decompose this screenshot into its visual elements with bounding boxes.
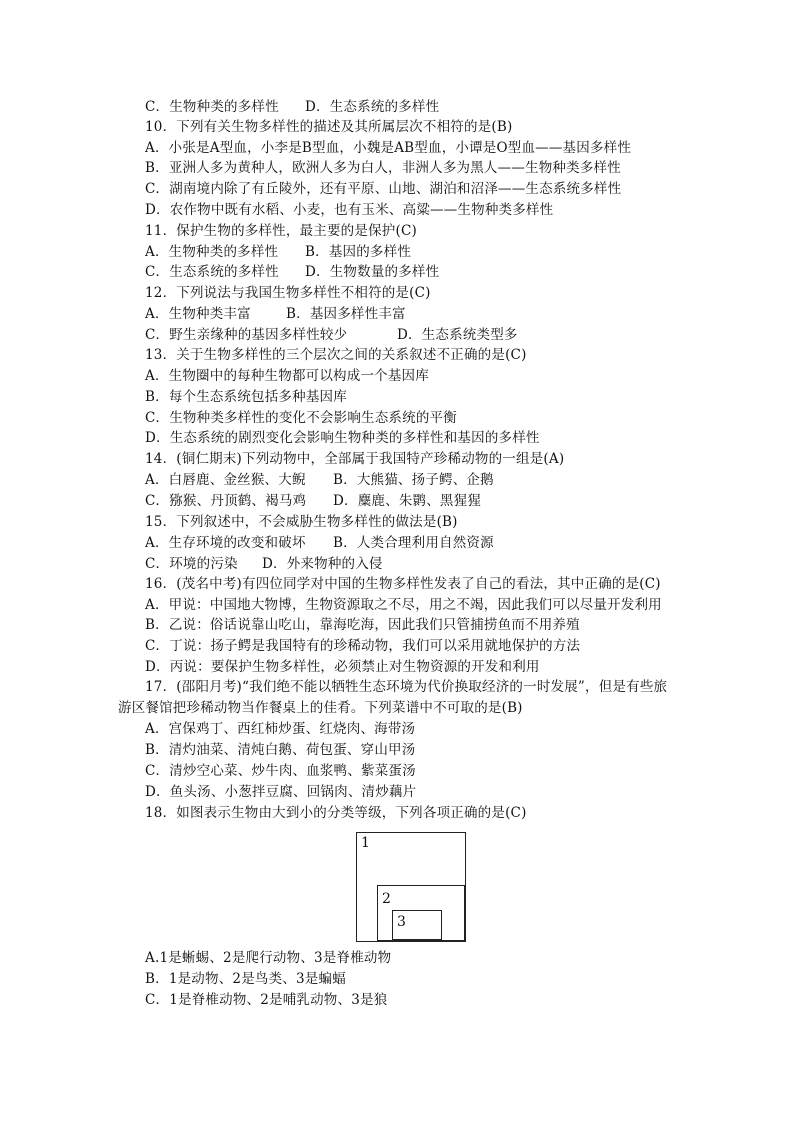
text-line	[145, 636, 580, 656]
text-line	[145, 719, 415, 739]
text-line	[145, 595, 662, 615]
line-text: A．甲说：中国地大物博，生物资源取之不尽，用之不竭，因此我们可以尽量开发利用	[145, 597, 662, 613]
text-line	[145, 97, 440, 117]
line-text-option: D．生态系统的多样性	[305, 99, 440, 115]
line-text: A．白唇鹿、金丝猴、大鲵	[145, 472, 306, 488]
line-text: D．丙说：要保护生物多样性，必须禁止对生物资源的开发和利用	[145, 659, 540, 675]
line-text: 10．下列有关生物多样性的描述及其所属层次不相符的是(B)	[145, 119, 513, 135]
text-line	[145, 138, 631, 158]
line-text: C．清炒空心菜、炒牛肉、血浆鸭、紫菜蛋汤	[145, 763, 416, 779]
line-text-option: D．麋鹿、朱鹮、黑猩猩	[333, 493, 482, 509]
line-text: 15．下列叙述中，不会威胁生物多样性的做法是(B)	[145, 514, 458, 530]
line-text: B．乙说：俗话说靠山吃山，靠海吃海，因此我们只管捕捞鱼而不用养殖	[145, 617, 580, 633]
line-text: A．宫保鸡丁、西红柿炒蛋、红烧肉、海带汤	[145, 721, 416, 737]
line-text: 16．(茂名中考)有四位同学对中国的生物多样性发表了自己的看法，其中正确的是(C)	[145, 576, 661, 592]
line-text: 14．(铜仁期末)下列动物中，全部属于我国特产珍稀动物的一组是(A)	[145, 451, 565, 467]
text-line	[145, 990, 387, 1010]
text-line	[145, 345, 527, 365]
text-line	[145, 117, 512, 137]
text-line	[145, 387, 347, 407]
line-text: 13．关于生物多样性的三个层次之间的关系叙述不正确的是(C)	[145, 347, 527, 363]
line-text-option: D．生态系统类型多	[397, 327, 518, 343]
line-text: C．湖南境内除了有丘陵外，还有平原、山地、湖泊和沼泽——生态系统多样性	[145, 181, 622, 197]
text-line	[145, 533, 494, 553]
line-text: C．丁说：扬子鳄是我国特有的珍稀动物，我们可以采用就地保护的方法	[145, 638, 581, 654]
text-line	[145, 325, 518, 345]
line-text: C．环境的污染	[145, 556, 238, 572]
text-line	[145, 554, 383, 574]
line-text: 游区餐馆把珍稀动物当作餐桌上的佳肴。下列菜谱中不可取的是(B)	[118, 700, 523, 716]
line-text: C．生物种类多样性的变化不会影响生态系统的平衡	[145, 410, 457, 426]
text-line	[145, 782, 416, 802]
line-text-option: D．生物数量的多样性	[305, 264, 440, 280]
diagram-box-3	[392, 910, 442, 940]
text-line	[145, 304, 406, 324]
text-line	[145, 574, 661, 594]
text-line	[145, 470, 494, 490]
line-text: 12．下列说法与我国生物多样性不相符的是(C)	[145, 285, 431, 301]
line-text: 17．(邵阳月考)“我们绝不能以牺牲生态环境为代价换取经济的一时发展”，但是有些旅	[145, 679, 668, 695]
line-text: A.1是蜥蜴、2是爬行动物、3是脊椎动物	[145, 950, 392, 966]
text-line	[145, 179, 621, 199]
line-text-option: B．大熊猫、扬子鳄、企鹅	[333, 472, 494, 488]
text-line	[145, 408, 457, 428]
text-line	[145, 242, 412, 262]
classification-diagram	[356, 832, 466, 942]
line-text: C．生物种类的多样性	[145, 99, 279, 115]
text-line	[145, 491, 482, 511]
text-line	[145, 969, 346, 989]
text-line	[145, 657, 540, 677]
text-line	[145, 221, 417, 241]
text-line	[145, 366, 429, 386]
line-text: 18．如图表示生物由大到小的分类等级，下列各项正确的是(C)	[145, 805, 527, 821]
text-line	[145, 283, 431, 303]
line-text: A．生物种类的多样性	[145, 244, 279, 260]
text-line	[145, 615, 580, 635]
line-text: B．清灼油菜、清炖白鹅、荷包蛋、穿山甲汤	[145, 742, 416, 758]
line-text-option: B．人类合理利用自然资源	[333, 535, 494, 551]
text-line	[145, 512, 458, 532]
line-text: B．亚洲人多为黄种人，欧洲人多为白人，非洲人多为黑人——生物种类多样性	[145, 160, 621, 176]
line-text: B．1是动物、2是鸟类、3是蝙蝠	[145, 971, 346, 987]
text-line	[145, 158, 621, 178]
line-text: A．生物种类丰富	[145, 306, 251, 322]
text-line	[145, 262, 440, 282]
text-line	[145, 428, 540, 448]
diagram-label-1: 1	[361, 835, 370, 851]
line-text: C．猕猴、丹顶鹤、褐马鸡	[145, 493, 307, 509]
line-text: D．鱼头汤、小葱拌豆腐、回锅肉、清炒藕片	[145, 784, 417, 800]
text-line	[145, 803, 527, 823]
text-line	[145, 761, 416, 781]
line-text: C．野生亲缘种的基因多样性较少	[145, 327, 348, 343]
text-line	[145, 948, 391, 968]
line-text: D．农作物中既有水稻、小麦，也有玉米、高粱——生物种类多样性	[145, 202, 554, 218]
line-text-option: B．基因多样性丰富	[286, 306, 406, 322]
line-text-option: D．外来物种的入侵	[262, 556, 383, 572]
diagram-box-2	[377, 885, 465, 941]
line-text: A．小张是A型血，小李是B型血，小魏是AB型血，小谭是O型血——基因多样性	[145, 140, 632, 156]
line-text-option: B．基因的多样性	[305, 244, 412, 260]
text-line	[145, 740, 415, 760]
text-line	[118, 698, 523, 718]
line-text: C．生态系统的多样性	[145, 264, 279, 280]
text-line	[145, 200, 553, 220]
text-line	[145, 449, 564, 469]
line-text: 11．保护生物的多样性，最主要的是保护(C)	[145, 223, 417, 239]
line-text: A．生存环境的改变和破坏	[145, 535, 306, 551]
diagram-label-2: 2	[382, 891, 391, 907]
line-text: C．1是脊椎动物、2是哺乳动物、3是狼	[145, 992, 388, 1008]
line-text: B．每个生态系统包括多种基因库	[145, 389, 347, 405]
diagram-label-3: 3	[397, 914, 406, 930]
text-line	[145, 677, 667, 697]
line-text: A．生物圈中的每种生物都可以构成一个基因库	[145, 368, 429, 384]
line-text: D．生态系统的剧烈变化会影响生物种类的多样性和基因的多样性	[145, 430, 540, 446]
